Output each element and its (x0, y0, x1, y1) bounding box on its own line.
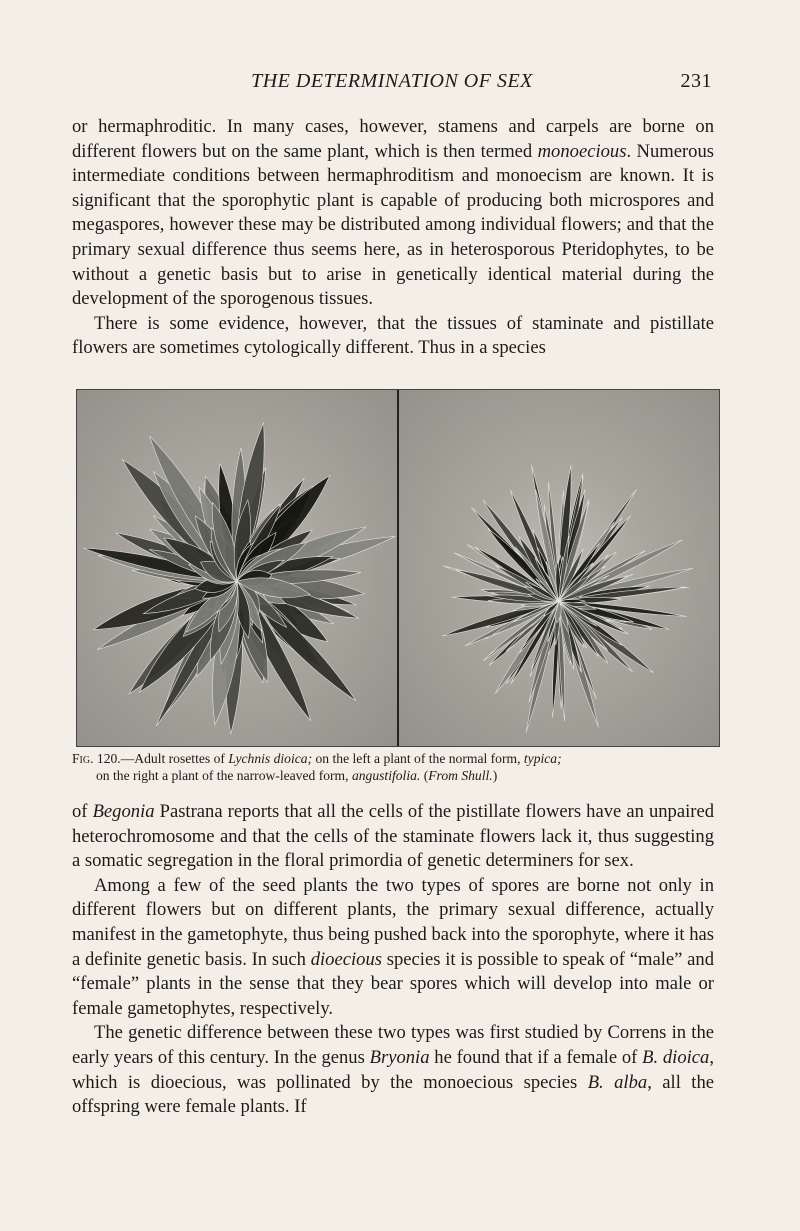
paragraph (72, 312, 714, 361)
italic-term: B. dioica (642, 1046, 710, 1068)
text-run: on the left a plant of the normal form, (312, 751, 524, 766)
text-run: species it is possible to speak of “male” and “female” plants in the sense that they bear spores which will develop into male or female gametophytes, respectively. (72, 948, 714, 1019)
photo-lychnis-angustifolia (399, 390, 719, 746)
rosette-broad-leaved-image (77, 390, 397, 746)
page-header (72, 70, 712, 96)
body-text-top (72, 115, 714, 361)
text-run: ) (492, 768, 498, 783)
text-run: . Numerous intermediate conditions between hermaphroditism and monoecism are known. It is significant that the sporophytic plant is capable of producing both microspores and megaspores, however these may be distributed among individual flowers; and that the primary sexual difference thus seems here, as in heterosporous Pteridophytes, to be without a genetic basis but to arise in genetically identical material during the development of the sporogenous tissues. (72, 140, 714, 310)
text-run: on the right a plant of the narrow-leaved form, (96, 768, 352, 783)
photo-lychnis-typica (77, 390, 397, 746)
text-run: , which is dioecious, was pollinated by the monoecious species (72, 1046, 714, 1093)
italic-term: B. alba (587, 1071, 648, 1093)
italic-term: monoecious (537, 140, 627, 162)
caption-text-line2 (72, 767, 717, 784)
text-run: or hermaphroditic. In many cases, however, stamens and carpels are borne on different flowers but on the same plant, which is then termed (72, 116, 714, 162)
italic-term: dioecious (310, 948, 382, 970)
figure-120 (76, 389, 720, 747)
text-run: Among a few of the seed plants the two types of spores are borne not only in different flowers but on different plants, the primary sexual difference, actually manifest in the gametophyte, thus being pushed back into the sporophyte, where it has a definite genetic basis. In such (72, 874, 714, 970)
text-run: he found that if a female of (429, 1046, 643, 1068)
text-run: —Adult rosettes of (120, 751, 229, 766)
body-text-bottom (72, 800, 714, 1120)
figure-caption (72, 750, 717, 784)
italic-term: From Shull. (428, 768, 493, 783)
text-run: of (72, 801, 93, 822)
italic-term: Begonia (92, 801, 155, 822)
text-run: Pastrana reports that all the cells of the pistillate flowers have an unpaired heterochromosome and that the cells of the staminate flowers lack it, thus suggesting a somatic segregation in the floral primordia of genetic determiners for sex. (72, 801, 714, 872)
caption-text-line1 (121, 751, 562, 766)
text-run: , all the offspring were female plants. If (72, 1071, 715, 1118)
caption-label: Fig. 120. (72, 751, 121, 766)
italic-term: Lychnis dioica; (228, 751, 313, 766)
rosette-narrow-leaved-image (399, 390, 719, 746)
paragraph (72, 800, 714, 874)
text-run: The genetic difference between these two types was first studied by Correns in the early years of this century. In the genus (72, 1022, 714, 1068)
italic-term: typica; (523, 751, 562, 766)
paragraph (72, 1021, 714, 1119)
running-title: THE DETERMINATION OF SEX (251, 70, 533, 92)
paragraph (72, 874, 714, 1022)
page-number: 231 (680, 70, 712, 92)
text-run: ( (420, 768, 429, 783)
paragraph (72, 115, 714, 312)
italic-term: Bryonia (369, 1046, 430, 1068)
text-run: There is some evidence, however, that the tissues of staminate and pistillate flowers are sometimes cytologically different. Thus in a species (72, 312, 714, 359)
italic-term: angustifolia. (351, 768, 421, 783)
